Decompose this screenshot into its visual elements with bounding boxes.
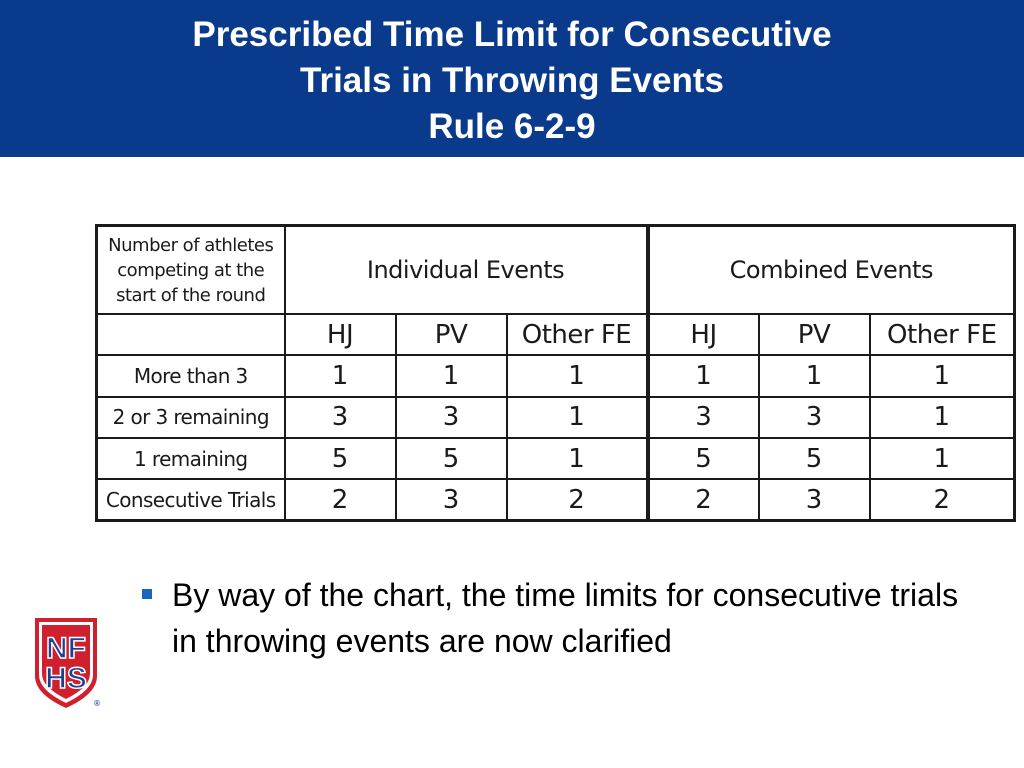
- value-cell: 3: [396, 479, 507, 520]
- value-cell: 3: [285, 397, 396, 438]
- value-cell: 3: [759, 397, 870, 438]
- row-label: 1 remaining: [97, 438, 285, 479]
- value-cell: 1: [870, 397, 1015, 438]
- row-label: Consecutive Trials: [97, 479, 285, 520]
- value-cell: 2: [285, 479, 396, 520]
- value-cell: 5: [285, 438, 396, 479]
- value-cell: 3: [759, 479, 870, 520]
- value-cell: 5: [396, 438, 507, 479]
- value-cell: 3: [648, 397, 759, 438]
- empty-corner-cell: [97, 314, 285, 355]
- subheader-cell: Other FE: [507, 314, 648, 355]
- subheader-cell: HJ: [285, 314, 396, 355]
- value-cell: 1: [507, 355, 648, 396]
- slide-title: [0, 12, 1024, 150]
- title-line-1: Prescribed Time Limit for Consecutive: [192, 15, 832, 54]
- value-cell: 1: [870, 438, 1015, 479]
- title-line-3: Rule 6-2-9: [428, 107, 596, 146]
- subheader-cell: Other FE: [870, 314, 1015, 355]
- logo-text-bottom: HS: [45, 662, 87, 695]
- value-cell: 1: [285, 355, 396, 396]
- nfhs-shield-logo: [33, 614, 99, 710]
- row-label: More than 3: [97, 355, 285, 396]
- table-header-row: [97, 226, 1015, 315]
- value-cell: 1: [396, 355, 507, 396]
- table-row: [97, 438, 1015, 479]
- value-cell: 1: [759, 355, 870, 396]
- value-cell: 5: [759, 438, 870, 479]
- group-header-individual: Individual Events: [285, 226, 648, 315]
- value-cell: 2: [870, 479, 1015, 520]
- group-header-combined: Combined Events: [648, 226, 1015, 315]
- value-cell: 1: [507, 438, 648, 479]
- value-cell: 1: [507, 397, 648, 438]
- logo-text-top: NF: [46, 632, 86, 665]
- time-limit-table: [95, 224, 1016, 522]
- value-cell: 3: [396, 397, 507, 438]
- value-cell: 5: [648, 438, 759, 479]
- table-row: [97, 355, 1015, 396]
- value-cell: 2: [507, 479, 648, 520]
- row-label: 2 or 3 remaining: [97, 397, 285, 438]
- subheader-cell: PV: [396, 314, 507, 355]
- bullet-text: By way of the chart, the time limits for consecutive trials in throwing events are now clarified: [172, 577, 959, 659]
- table-row: [97, 479, 1015, 520]
- table-subheader-row: [97, 314, 1015, 355]
- corner-header-cell: Number of athletes competing at the start of the round: [97, 226, 285, 315]
- logo-registered-mark: ®: [93, 699, 101, 708]
- value-cell: 2: [648, 479, 759, 520]
- title-line-2: Trials in Throwing Events: [300, 61, 724, 100]
- subheader-cell: PV: [759, 314, 870, 355]
- value-cell: 1: [648, 355, 759, 396]
- value-cell: 1: [870, 355, 1015, 396]
- square-bullet-icon: [142, 589, 152, 599]
- table-row: [97, 397, 1015, 438]
- subheader-cell: HJ: [648, 314, 759, 355]
